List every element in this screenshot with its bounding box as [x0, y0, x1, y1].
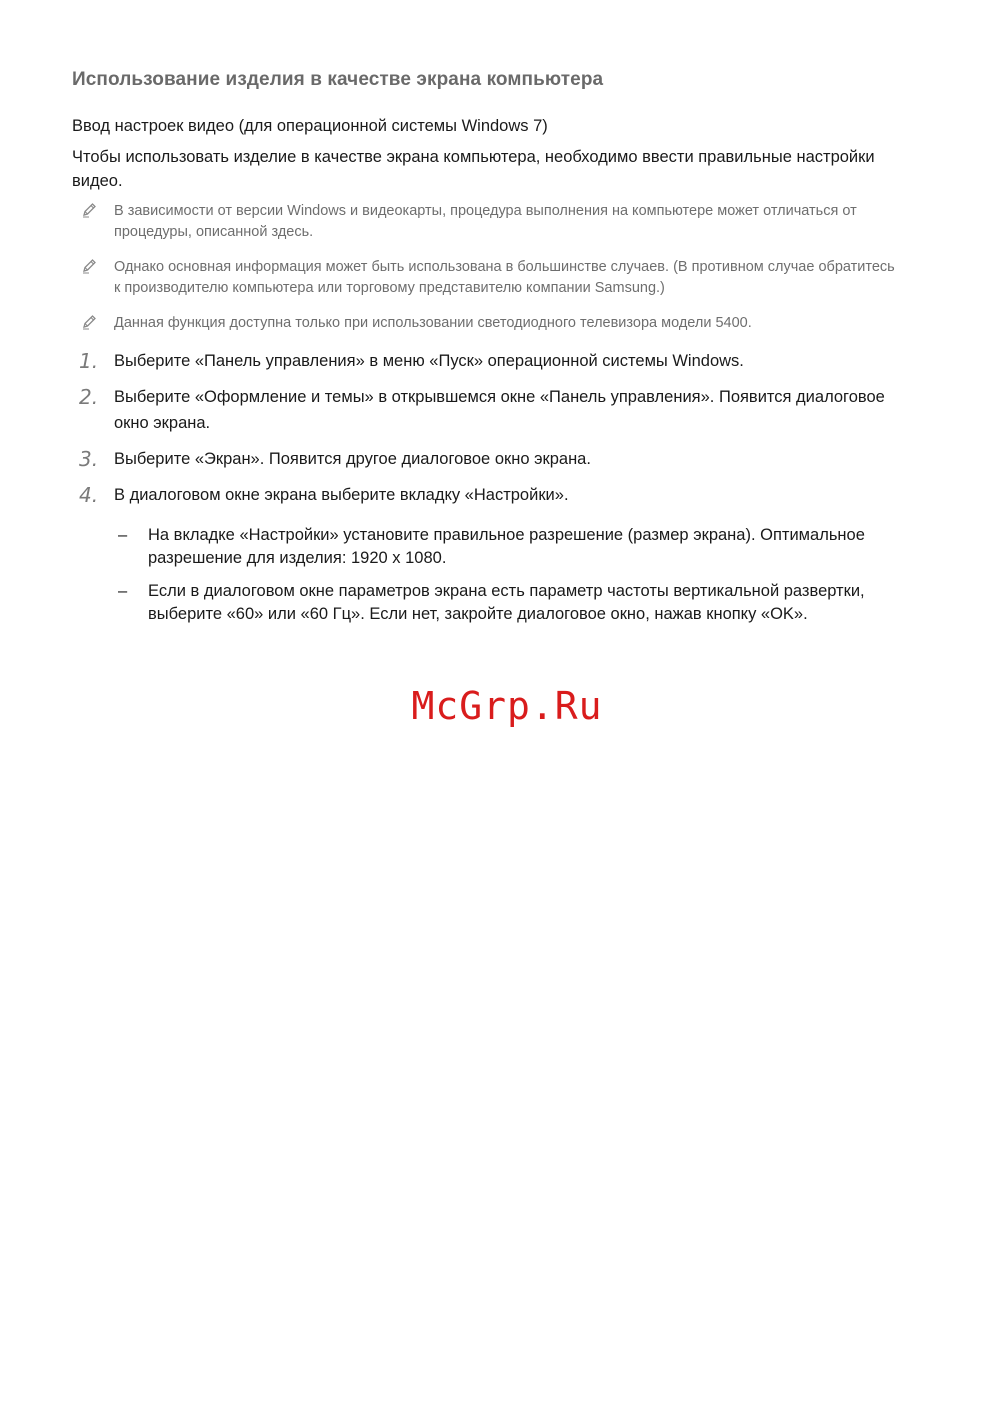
step-number: 2. — [79, 385, 99, 409]
step-item — [72, 348, 902, 374]
step-text: В диалоговом окне экрана выберите вкладку «Настройки». — [114, 486, 569, 504]
sub-title: Ввод настроек видео (для операционной системы Windows 7) — [72, 117, 548, 135]
dash-marker: – — [118, 526, 128, 544]
step-text: Выберите «Оформление и темы» в открывшемся окне «Панель управления». Появится диалоговое окно экрана. — [114, 388, 885, 432]
page-content — [72, 66, 902, 636]
section-title: Использование изделия в качестве экрана компьютера — [72, 69, 604, 90]
step-number: 4. — [79, 483, 99, 507]
step-item — [72, 446, 902, 472]
step-text: Выберите «Экран». Появится другое диалоговое окно экрана. — [114, 450, 591, 468]
intro-paragraph: Чтобы использовать изделие в качестве экрана компьютера, необходимо ввести правильные настройки видео. — [72, 148, 875, 190]
dash-marker: – — [118, 582, 128, 600]
note-text: Однако основная информация может быть использована в большинстве случаев. (В противном случае обратитесь к производителю компьютера или торговому представителю компании Samsung.) — [114, 259, 895, 296]
sub-bullet-item — [72, 580, 902, 626]
step-number: 3. — [79, 447, 99, 471]
sub-bullet-text: Если в диалоговом окне параметров экрана есть параметр частоты вертикальной развертки, выберите «60» или «60 Гц». Если нет, закройте диалоговое окно, нажав кнопку «OK». — [148, 582, 865, 623]
sub-bullet-list — [72, 524, 902, 626]
step-text: Выберите «Панель управления» в меню «Пуск» операционной системы Windows. — [114, 352, 744, 370]
note-text: В зависимости от версии Windows и видеокарты, процедура выполнения на компьютере может отличаться от процедуры, описанной здесь. — [114, 203, 857, 240]
watermark-text: McGrp.Ru — [411, 684, 603, 728]
note-item — [72, 201, 902, 243]
pencil-icon — [80, 313, 98, 331]
note-item — [72, 313, 902, 334]
pencil-icon — [80, 257, 98, 275]
step-item — [72, 384, 902, 436]
pencil-icon — [80, 201, 98, 219]
sub-bullet-text: На вкладке «Настройки» установите правильное разрешение (размер экрана). Оптимальное разрешение для изделия: 1920 x 1080. — [148, 526, 865, 567]
step-number: 1. — [79, 349, 99, 373]
sub-bullet-item — [72, 524, 902, 570]
step-item — [72, 482, 902, 508]
note-text: Данная функция доступна только при использовании светодиодного телевизора модели 5400. — [114, 315, 752, 331]
watermark — [0, 684, 1000, 728]
note-item — [72, 257, 902, 299]
